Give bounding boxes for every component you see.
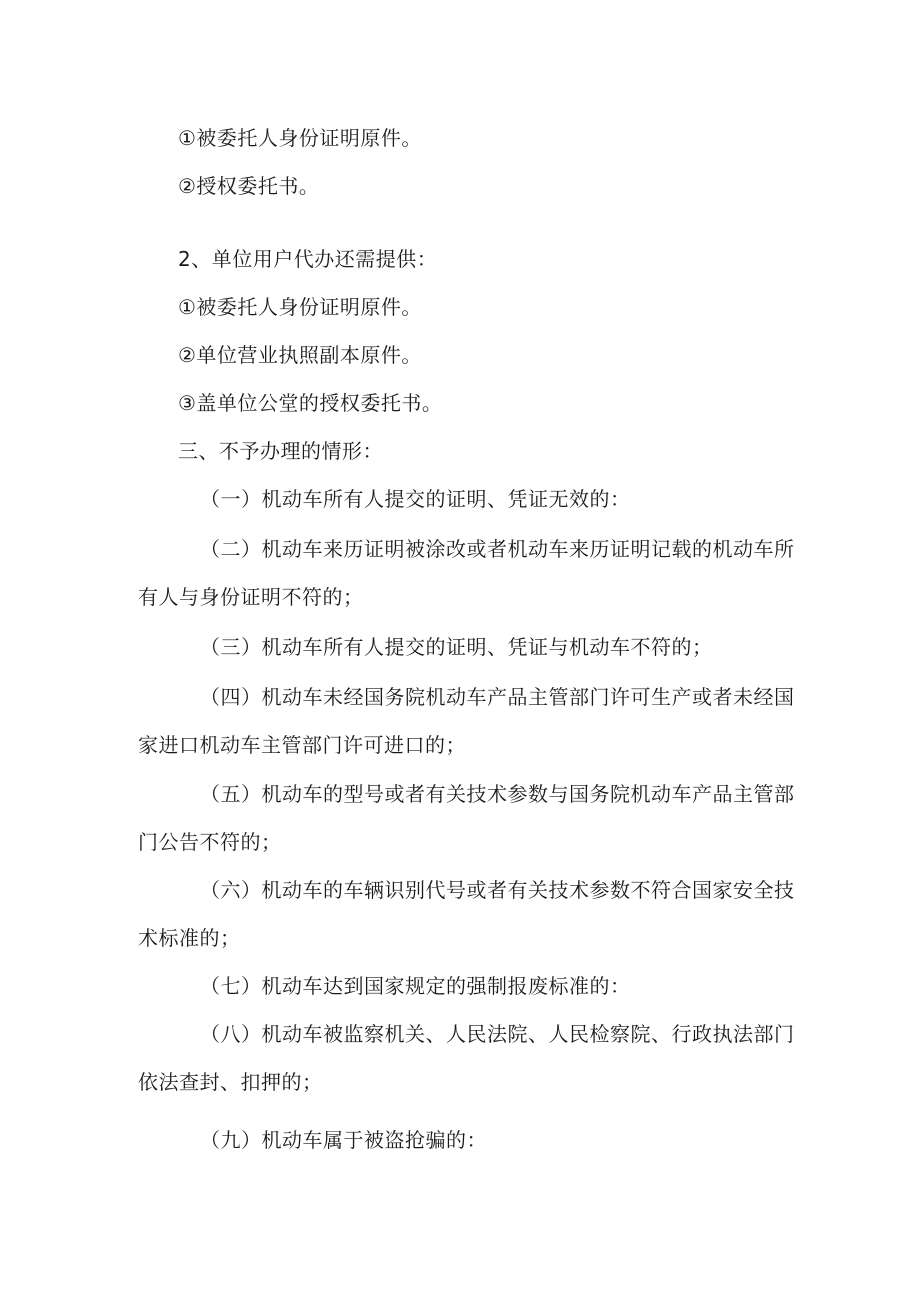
clause-line: （四）机动车未经国务院机动车产品主管部门许可生产或者未经国 xyxy=(200,685,795,709)
list-item: ②授权委托书。 xyxy=(178,174,320,198)
list-item: ②单位营业执照副本原件。 xyxy=(178,343,422,367)
clause-line: （七）机动车达到国家规定的强制报废标准的： xyxy=(200,974,631,998)
clause-line: （六）机动车的车辆识别代号或者有关技术参数不符合国家安全技 xyxy=(200,878,795,902)
clause-line: （五）机动车的型号或者有关技术参数与国务院机动车产品主管部 xyxy=(200,782,795,806)
clause-line: （一）机动车所有人提交的证明、凭证无效的： xyxy=(200,487,631,511)
clause-line: （八）机动车被监察机关、人民法院、人民检察院、行政执法部门 xyxy=(200,1022,795,1046)
section-heading: 三、不予办理的情形： xyxy=(178,439,383,463)
clause-line: 术标准的； xyxy=(138,926,241,950)
clause-line: （三）机动车所有人提交的证明、凭证与机动车不符的； xyxy=(200,635,713,659)
section-heading: 2、单位用户代办还需提供： xyxy=(178,247,438,271)
list-item: ③盖单位公堂的授权委托书。 xyxy=(178,391,443,415)
clause-line: 门公告不符的； xyxy=(138,830,282,854)
clause-line: （九）机动车属于被盗抢骗的： xyxy=(200,1128,487,1152)
list-item: ①被委托人身份证明原件。 xyxy=(178,295,422,319)
clause-line: 依法查封、扣押的； xyxy=(138,1070,323,1094)
clause-line: 有人与身份证明不符的； xyxy=(138,585,364,609)
clause-line: 家进口机动车主管部门许可进口的； xyxy=(138,733,466,757)
list-item: ①被委托人身份证明原件。 xyxy=(178,126,422,150)
clause-line: （二）机动车来历证明被涂改或者机动车来历证明记载的机动车所 xyxy=(200,537,795,561)
